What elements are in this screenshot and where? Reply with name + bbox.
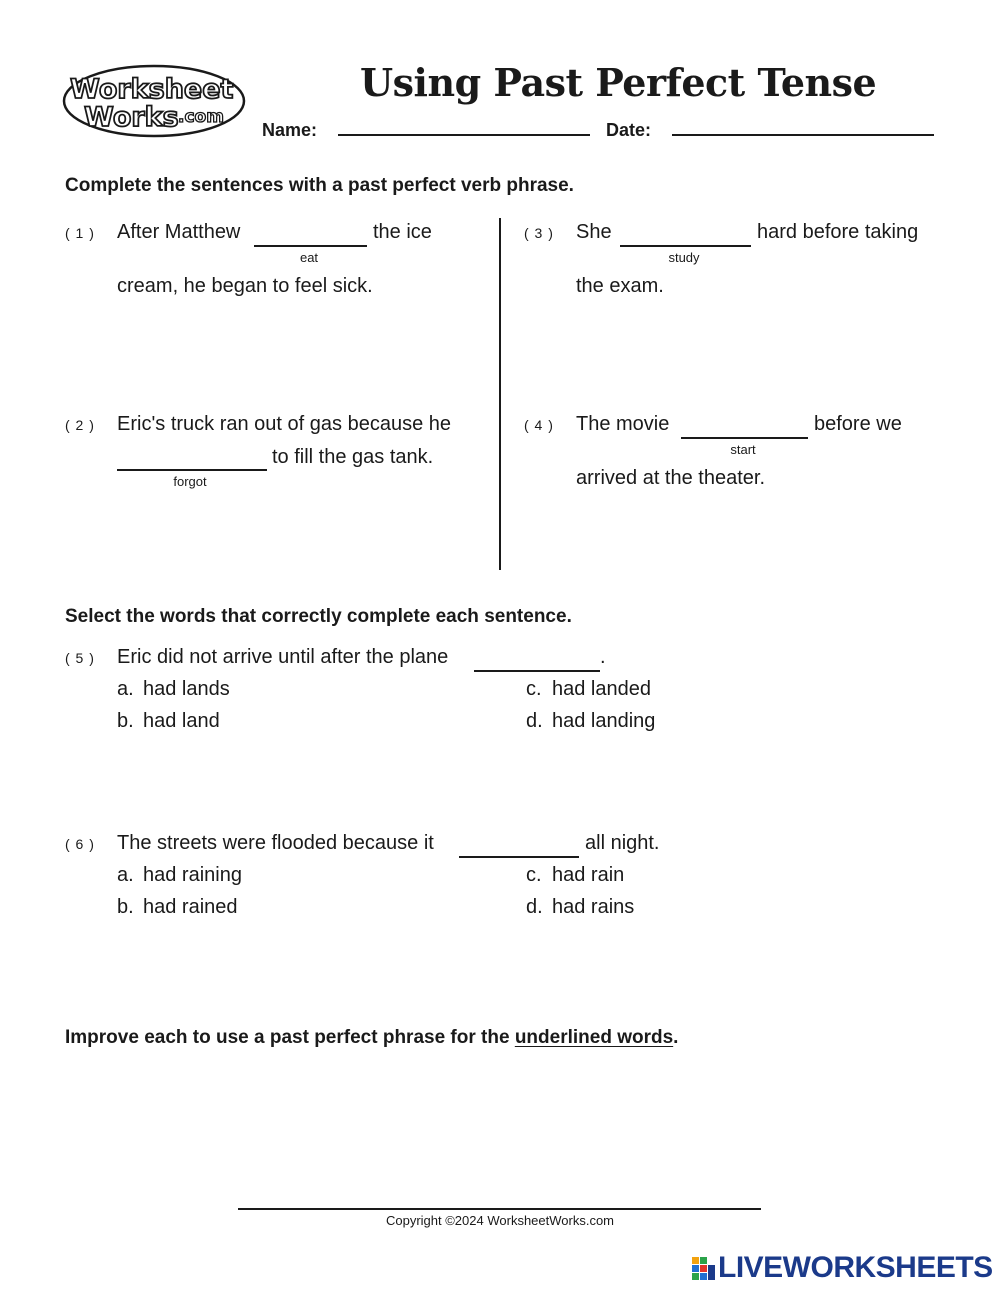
q6-option-a-text[interactable]: had raining <box>143 864 242 886</box>
q5-option-c-text[interactable]: had landed <box>552 678 651 700</box>
q5-answer-blank[interactable] <box>474 670 600 672</box>
q6-option-c-letter[interactable]: c. <box>526 864 542 886</box>
q3-hint: study <box>668 250 700 265</box>
q4-answer-blank[interactable] <box>681 437 808 439</box>
q5-option-b-letter[interactable]: b. <box>117 710 134 732</box>
q5-option-c-letter[interactable]: c. <box>526 678 542 700</box>
q6-option-d-letter[interactable]: d. <box>526 896 543 918</box>
q3-text-after: hard before taking <box>757 221 919 243</box>
q6-text-after: all night. <box>585 832 660 854</box>
logo-text-bottom: Works <box>84 102 179 133</box>
q3-text-line2: the exam. <box>576 275 664 297</box>
worksheetworks-logo <box>62 64 248 138</box>
section3-instruction <box>65 1027 678 1049</box>
q1-text-line2: cream, he began to feel sick. <box>117 275 373 297</box>
q3-answer-blank[interactable] <box>620 245 751 247</box>
date-label: Date: <box>606 120 652 140</box>
q2-answer-blank[interactable] <box>117 469 267 471</box>
liveworksheets-wordmark: LIVEWORKSHEETS <box>718 1251 993 1284</box>
q5-number: ( 5 ) <box>65 650 95 666</box>
q2-text-after: to fill the gas tank. <box>272 446 434 468</box>
q1-answer-blank[interactable] <box>254 245 367 247</box>
q6-option-b-text[interactable]: had rained <box>143 896 238 918</box>
q5-option-d-text[interactable]: had landing <box>552 710 656 732</box>
q1-number: ( 1 ) <box>65 225 95 241</box>
q4-hint: start <box>730 442 756 457</box>
q6-number: ( 6 ) <box>65 836 95 852</box>
q1-hint: eat <box>299 250 319 265</box>
q6-option-c-text[interactable]: had rain <box>552 864 625 886</box>
q6-option-d-text[interactable]: had rains <box>552 896 635 918</box>
q6-option-b-letter[interactable]: b. <box>117 896 134 918</box>
section3-instruction-after: . <box>673 1027 679 1048</box>
q2-number: ( 2 ) <box>65 417 95 433</box>
q2-hint: forgot <box>173 474 207 489</box>
section1-instruction: Complete the sentences with a past perfect verb phrase. <box>65 175 574 196</box>
q4-text-before: The movie <box>576 413 670 435</box>
q5-option-b-text[interactable]: had land <box>143 710 220 732</box>
column-divider <box>499 218 501 570</box>
q5-option-a-letter[interactable]: a. <box>117 678 134 700</box>
q1-text-before: After Matthew <box>117 221 241 243</box>
q4-text-line2: arrived at the theater. <box>576 467 766 489</box>
q6-option-a-letter[interactable]: a. <box>117 864 134 886</box>
q5-text-before: Eric did not arrive until after the plane <box>117 646 449 668</box>
section2-instruction: Select the words that correctly complete each sentence. <box>65 606 572 627</box>
q6-answer-blank[interactable] <box>459 856 579 858</box>
q4-number: ( 4 ) <box>524 417 554 433</box>
footer-divider <box>238 1208 761 1210</box>
section3-instruction-before: Improve each to use a past perfect phrase for the <box>65 1027 510 1048</box>
q4-text-after: before we <box>814 413 902 435</box>
logo-text-top: Worksheet <box>70 74 234 105</box>
q5-text-after: . <box>600 646 606 668</box>
q3-text-before: She <box>576 221 612 243</box>
section3-instruction-underlined: underlined words <box>514 1027 674 1048</box>
date-field[interactable] <box>672 134 934 136</box>
logo-graphic <box>62 64 248 138</box>
q5-option-a-text[interactable]: had lands <box>143 678 230 700</box>
q6-text-before: The streets were flooded because it <box>117 832 434 854</box>
logo-text-com: .com <box>178 107 224 127</box>
q5-option-d-letter[interactable]: d. <box>526 710 543 732</box>
q2-text-line1: Eric's truck ran out of gas because he <box>117 413 451 435</box>
name-field[interactable] <box>338 134 590 136</box>
page-title: Using Past Perfect Tense <box>360 60 877 105</box>
q1-text-after: the ice <box>373 221 432 243</box>
q3-number: ( 3 ) <box>524 225 554 241</box>
copyright-text: Copyright ©2024 WorksheetWorks.com <box>385 1213 615 1228</box>
name-label: Name: <box>262 120 318 140</box>
liveworksheets-logo-icon <box>692 1257 716 1281</box>
